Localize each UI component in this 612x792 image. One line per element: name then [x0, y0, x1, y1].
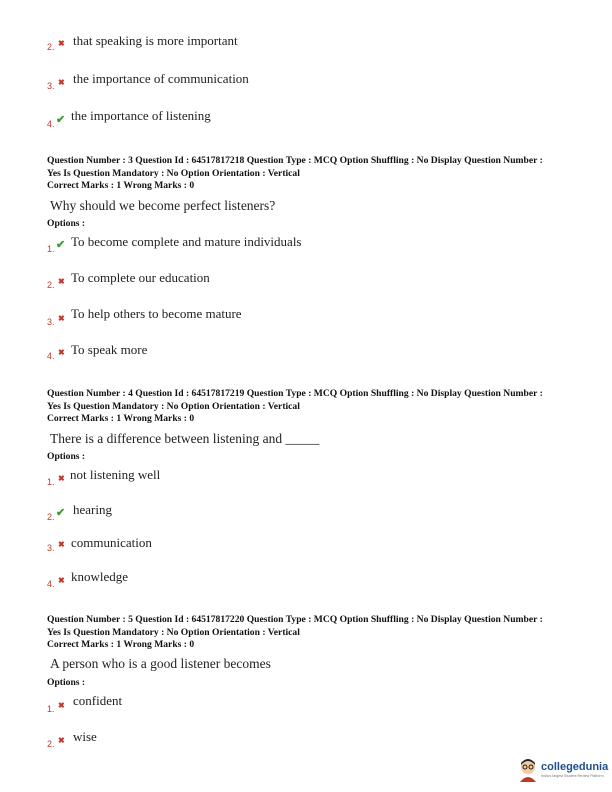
cross-icon: ✖	[58, 314, 65, 323]
option-text: the importance of listening	[71, 108, 211, 123]
question-marks: Correct Marks : 1 Wrong Marks : 0	[47, 180, 195, 191]
option-text: wise	[73, 729, 97, 744]
option-text: not listening well	[70, 467, 161, 482]
question-meta-line: Question Number : 5 Question Id : 64517817220 Question Type : MCQ Option Shuffling : No Display Question Number :	[47, 614, 543, 625]
logo-tagline: India's largest Student Review Platform	[541, 774, 604, 778]
option-number: 1.	[47, 244, 55, 254]
option-text: the importance of communication	[73, 71, 249, 86]
option-number: 2.	[47, 280, 55, 290]
cross-icon: ✖	[58, 540, 65, 549]
option-text: To speak more	[71, 342, 148, 357]
option-number: 2.	[47, 42, 55, 52]
question-text: Why should we become perfect listeners?	[50, 198, 276, 213]
option-number: 2.	[47, 512, 55, 522]
option-number: 1.	[47, 704, 55, 714]
option-number: 4.	[47, 579, 55, 589]
cross-icon: ✖	[58, 701, 65, 710]
options-label: Options :	[47, 451, 86, 462]
check-icon: ✔	[56, 507, 66, 519]
option-number: 3.	[47, 81, 55, 91]
cross-icon: ✖	[58, 277, 65, 286]
question-header	[47, 388, 587, 426]
question-meta-line: Question Number : 4 Question Id : 64517817219 Question Type : MCQ Option Shuffling : No Display Question Number :	[47, 388, 543, 399]
question-meta-line: Yes Is Question Mandatory : No Option Orientation : Vertical	[47, 167, 300, 179]
check-icon: ✔	[56, 239, 66, 251]
cross-icon: ✖	[58, 348, 65, 357]
option-text: communication	[71, 535, 152, 550]
option-text: hearing	[73, 502, 112, 517]
cross-icon: ✖	[58, 78, 65, 87]
check-icon: ✔	[56, 114, 66, 126]
option-text: that speaking is more important	[73, 33, 238, 48]
question-marks: Correct Marks : 1 Wrong Marks : 0	[47, 639, 195, 650]
question-meta-line: Question Number : 3 Question Id : 64517817218 Question Type : MCQ Option Shuffling : No Display Question Number :	[47, 155, 543, 166]
question-meta-line: Yes Is Question Mandatory : No Option Orientation : Vertical	[47, 626, 300, 638]
mascot-icon	[517, 758, 539, 782]
option-number: 4.	[47, 119, 55, 129]
question-marks: Correct Marks : 1 Wrong Marks : 0	[47, 413, 195, 424]
option-text: To become complete and mature individuals	[71, 234, 302, 249]
question-text: A person who is a good listener becomes	[50, 656, 271, 671]
cross-icon: ✖	[58, 474, 65, 483]
question-meta-line: Yes Is Question Mandatory : No Option Orientation : Vertical	[47, 400, 300, 412]
option-text: confident	[73, 693, 123, 708]
logo-name: collegedunia	[541, 761, 609, 773]
collegedunia-logo	[517, 758, 607, 784]
question-text: There is a difference between listening and _____	[50, 431, 320, 446]
cross-icon: ✖	[58, 39, 65, 48]
options-label: Options :	[47, 677, 86, 688]
option-number: 2.	[47, 739, 55, 749]
option-number: 4.	[47, 351, 55, 361]
question-header	[47, 155, 587, 193]
option-text: To help others to become mature	[71, 306, 242, 321]
question-header	[47, 614, 587, 652]
option-text: To complete our education	[71, 270, 210, 285]
option-number: 3.	[47, 543, 55, 553]
option-text: knowledge	[71, 569, 129, 584]
option-number: 3.	[47, 317, 55, 327]
cross-icon: ✖	[58, 736, 65, 745]
cross-icon: ✖	[58, 576, 65, 585]
option-number: 1.	[47, 477, 55, 487]
options-label: Options :	[47, 218, 86, 229]
